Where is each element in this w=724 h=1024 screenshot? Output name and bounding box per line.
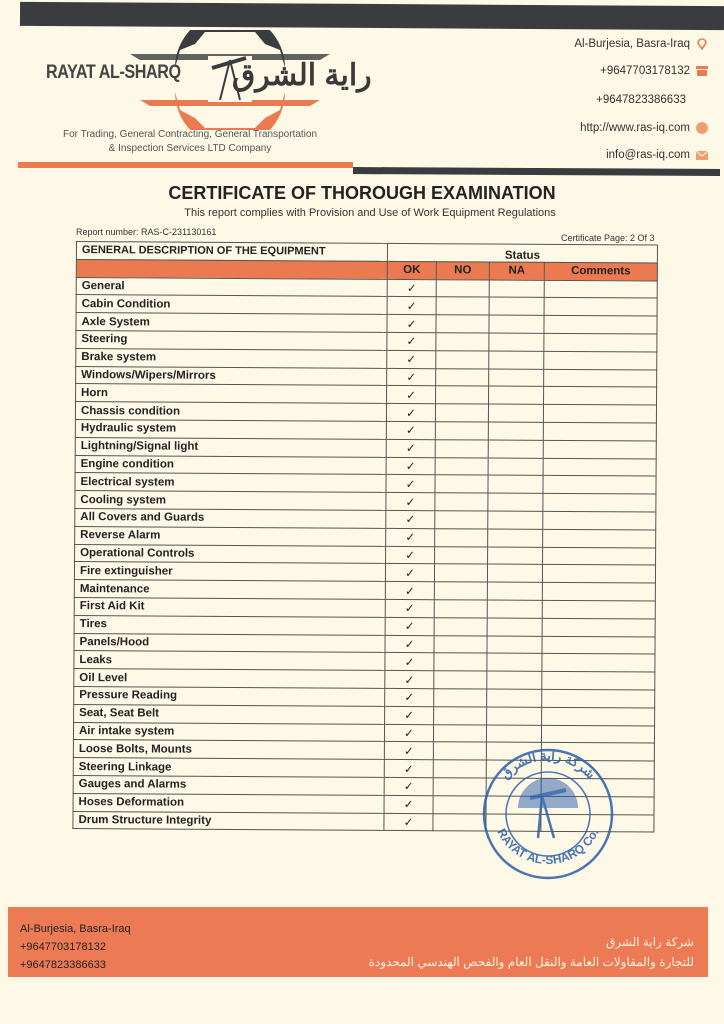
no-cell	[435, 439, 488, 457]
status-header: Status	[387, 243, 657, 262]
no-cell	[435, 475, 488, 493]
ok-cell: ✓	[384, 795, 433, 813]
no-cell	[434, 689, 487, 707]
footer-arabic	[369, 932, 694, 972]
comments-cell	[543, 529, 656, 547]
na-cell	[488, 529, 543, 547]
comments-cell	[543, 511, 656, 529]
comments-cell	[542, 689, 655, 707]
no-cell	[434, 617, 487, 635]
comments-cell	[544, 369, 657, 387]
no-cell	[435, 493, 488, 511]
na-cell	[488, 458, 543, 476]
contact-address	[574, 38, 708, 50]
na-cell	[487, 600, 542, 618]
comments-cell	[543, 440, 656, 458]
item-label: Steering	[76, 330, 387, 350]
tagline-line-1: For Trading, General Contracting, General Transportation	[62, 129, 318, 140]
no-cell	[436, 279, 489, 297]
ok-cell: ✓	[386, 493, 435, 511]
comments-cell	[543, 422, 656, 440]
no-cell	[436, 315, 489, 333]
ok-cell: ✓	[385, 599, 434, 617]
ok-cell: ✓	[386, 528, 435, 546]
item-label: Hydraulic system	[75, 419, 386, 439]
item-label: Pressure Reading	[74, 686, 385, 706]
stamp-text-en: RAYAT AL-SHARQ Co.	[494, 826, 602, 868]
item-label: Hoses Deformation	[73, 793, 384, 813]
na-cell	[489, 280, 544, 298]
col-comments: Comments	[544, 262, 657, 280]
ok-cell: ✓	[385, 688, 434, 706]
document-title: CERTIFICATE OF THOROUGH EXAMINATION	[168, 183, 556, 203]
item-label: Chassis condition	[75, 402, 386, 422]
na-cell	[487, 636, 542, 654]
logo-text: RAYAT AL-SHARQ	[46, 62, 181, 83]
ok-cell: ✓	[387, 350, 436, 368]
item-label: Operational Controls	[75, 544, 386, 564]
na-cell	[487, 582, 542, 600]
ok-cell: ✓	[385, 671, 434, 689]
comments-cell	[543, 405, 656, 423]
no-cell	[434, 600, 487, 618]
item-label: Panels/Hood	[74, 633, 385, 653]
na-cell	[486, 725, 541, 743]
no-cell	[434, 671, 487, 689]
no-cell	[436, 386, 489, 404]
ok-cell: ✓	[386, 421, 435, 439]
ok-cell: ✓	[386, 457, 435, 475]
ok-cell: ✓	[387, 386, 436, 404]
comments-cell	[542, 582, 655, 600]
no-cell	[433, 742, 486, 760]
no-cell	[435, 528, 488, 546]
no-cell	[436, 368, 489, 386]
contact-email[interactable]	[606, 149, 708, 161]
phone-icon	[696, 65, 708, 77]
no-cell	[433, 724, 486, 742]
comments-cell	[544, 280, 657, 298]
item-label: Horn	[76, 384, 387, 404]
ok-cell: ✓	[386, 404, 435, 422]
item-label: Gauges and Alarms	[73, 775, 384, 795]
na-cell	[489, 297, 544, 315]
item-label: Seat, Seat Belt	[74, 704, 385, 724]
no-cell	[436, 297, 489, 315]
ok-cell: ✓	[384, 777, 433, 795]
no-cell	[434, 582, 487, 600]
top-bar	[20, 2, 724, 30]
na-cell	[489, 351, 544, 369]
certificate-page-number: Certificate Page: 2 Of 3	[561, 233, 655, 243]
na-cell	[488, 404, 543, 422]
document-subtitle: This report complies with Provision and Use of Work Equipment Regulations	[184, 207, 556, 219]
item-label: Oil Level	[74, 669, 385, 689]
na-cell	[487, 564, 542, 582]
no-cell	[435, 404, 488, 422]
comments-cell	[542, 671, 655, 689]
envelope-icon	[696, 149, 708, 161]
contact-website[interactable]	[580, 122, 708, 134]
ok-cell: ✓	[385, 582, 434, 600]
na-cell	[487, 653, 542, 671]
no-cell	[434, 564, 487, 582]
item-label: Air intake system	[73, 722, 384, 742]
no-cell	[434, 653, 487, 671]
footer-arabic-line-2: للتجارة والمقاولات العامة والنقل العام والفحص الهندسي المحدودة	[368, 955, 694, 969]
no-cell	[435, 511, 488, 529]
ok-cell: ✓	[385, 617, 434, 635]
ok-cell: ✓	[387, 297, 436, 315]
stamp-text-ar: شركة راية الشرق	[497, 747, 599, 782]
header-blank	[76, 259, 387, 279]
item-label: First Aid Kit	[74, 597, 385, 617]
footer-phone-1: +9647703178132	[20, 941, 106, 953]
na-cell	[488, 511, 543, 529]
na-cell	[487, 707, 542, 725]
item-label: General	[76, 277, 387, 297]
comments-cell	[544, 333, 657, 351]
ok-cell: ✓	[385, 635, 434, 653]
col-no: NO	[436, 261, 489, 279]
ok-cell: ✓	[387, 279, 436, 297]
na-cell	[488, 475, 543, 493]
no-cell	[436, 350, 489, 368]
na-cell	[488, 440, 543, 458]
comments-cell	[544, 298, 657, 316]
ok-cell: ✓	[384, 813, 433, 831]
no-cell	[434, 635, 487, 653]
comments-cell	[543, 458, 656, 476]
footer-phone-2: +9647823386633	[20, 959, 106, 971]
comments-cell	[544, 316, 657, 334]
item-label: Loose Bolts, Mounts	[73, 740, 384, 760]
ok-cell: ✓	[384, 760, 433, 778]
item-label: All Covers and Guards	[75, 508, 386, 528]
na-cell	[489, 369, 544, 387]
no-cell	[435, 457, 488, 475]
comments-cell	[542, 707, 655, 725]
na-cell	[489, 386, 544, 404]
na-cell	[488, 422, 543, 440]
company-tagline	[40, 128, 340, 156]
ok-cell: ✓	[386, 475, 435, 493]
ok-cell: ✓	[387, 332, 436, 350]
comments-cell	[541, 725, 654, 743]
ok-cell: ✓	[386, 546, 435, 564]
footer-arabic-line-1: شركة راية الشرق	[605, 935, 694, 949]
item-label: Brake system	[76, 348, 387, 368]
no-cell	[435, 546, 488, 564]
ok-cell: ✓	[385, 653, 434, 671]
item-label: Electrical system	[75, 473, 386, 493]
divider-orange	[18, 162, 353, 168]
item-label: Tires	[74, 615, 385, 635]
ok-cell: ✓	[385, 706, 434, 724]
contact-text: Al-Burjesia, Basra-Iraq	[574, 38, 690, 51]
contact-text: +9647823386633	[596, 94, 686, 106]
footer-contacts	[20, 920, 131, 974]
svg-text:شركة راية الشرق	[497, 748, 598, 783]
na-cell	[487, 689, 542, 707]
item-label: Steering Linkage	[73, 758, 384, 778]
description-header: GENERAL DESCRIPTION OF THE EQUIPMENT	[76, 242, 387, 262]
ok-cell: ✓	[386, 510, 435, 528]
na-cell	[487, 671, 542, 689]
no-cell	[436, 333, 489, 351]
item-label: Fire extinguisher	[74, 562, 385, 582]
logo-arabic-text: راية الشرق	[232, 59, 372, 92]
comments-cell	[542, 618, 655, 636]
no-cell	[434, 706, 487, 724]
ok-cell: ✓	[387, 368, 436, 386]
no-cell	[433, 813, 486, 831]
na-cell	[488, 493, 543, 511]
location-pin-icon	[696, 38, 708, 50]
no-cell	[433, 795, 486, 813]
item-label: Windows/Wipers/Mirrors	[76, 366, 387, 386]
website-link[interactable]: http://www.ras-iq.com	[580, 122, 690, 135]
na-cell	[489, 333, 544, 351]
no-cell	[433, 760, 486, 778]
na-cell	[487, 618, 542, 636]
item-label: Cooling system	[75, 491, 386, 511]
item-label: Reverse Alarm	[75, 526, 386, 546]
ok-cell: ✓	[384, 724, 433, 742]
comments-cell	[543, 494, 656, 512]
item-label: Maintenance	[74, 580, 385, 600]
inspection-table	[72, 241, 658, 833]
contact-phone-1	[600, 65, 708, 77]
no-cell	[433, 778, 486, 796]
na-cell	[489, 315, 544, 333]
comments-cell	[542, 636, 655, 654]
item-label: Cabin Condition	[76, 295, 387, 315]
item-label: Drum Structure Integrity	[73, 811, 384, 831]
report-number: Report number: RAS-C-231130161	[76, 227, 217, 237]
col-na: NA	[489, 262, 544, 280]
email-link[interactable]: info@ras-iq.com	[606, 149, 690, 162]
comments-cell	[544, 387, 657, 405]
divider-dark	[353, 167, 720, 176]
col-ok: OK	[387, 261, 436, 279]
item-label: Engine condition	[75, 455, 386, 475]
no-cell	[435, 422, 488, 440]
item-label: Leaks	[74, 651, 385, 671]
footer-address: Al-Burjesia, Basra-Iraq	[20, 923, 131, 935]
comments-cell	[542, 600, 655, 618]
contact-text: +9647703178132	[600, 65, 690, 78]
item-label: Lightning/Signal light	[75, 437, 386, 457]
item-label: Axle System	[76, 313, 387, 333]
ok-cell: ✓	[387, 315, 436, 333]
comments-cell	[544, 351, 657, 369]
comments-cell	[543, 547, 656, 565]
contact-phone-2	[596, 94, 686, 106]
na-cell	[488, 547, 543, 565]
comments-cell	[543, 476, 656, 494]
globe-icon	[696, 122, 708, 134]
comments-cell	[542, 654, 655, 672]
ok-cell: ✓	[384, 742, 433, 760]
ok-cell: ✓	[385, 564, 434, 582]
company-stamp	[480, 746, 616, 882]
comments-cell	[542, 565, 655, 583]
tagline-line-2: & Inspection Services LTD Company	[108, 143, 272, 154]
ok-cell: ✓	[386, 439, 435, 457]
